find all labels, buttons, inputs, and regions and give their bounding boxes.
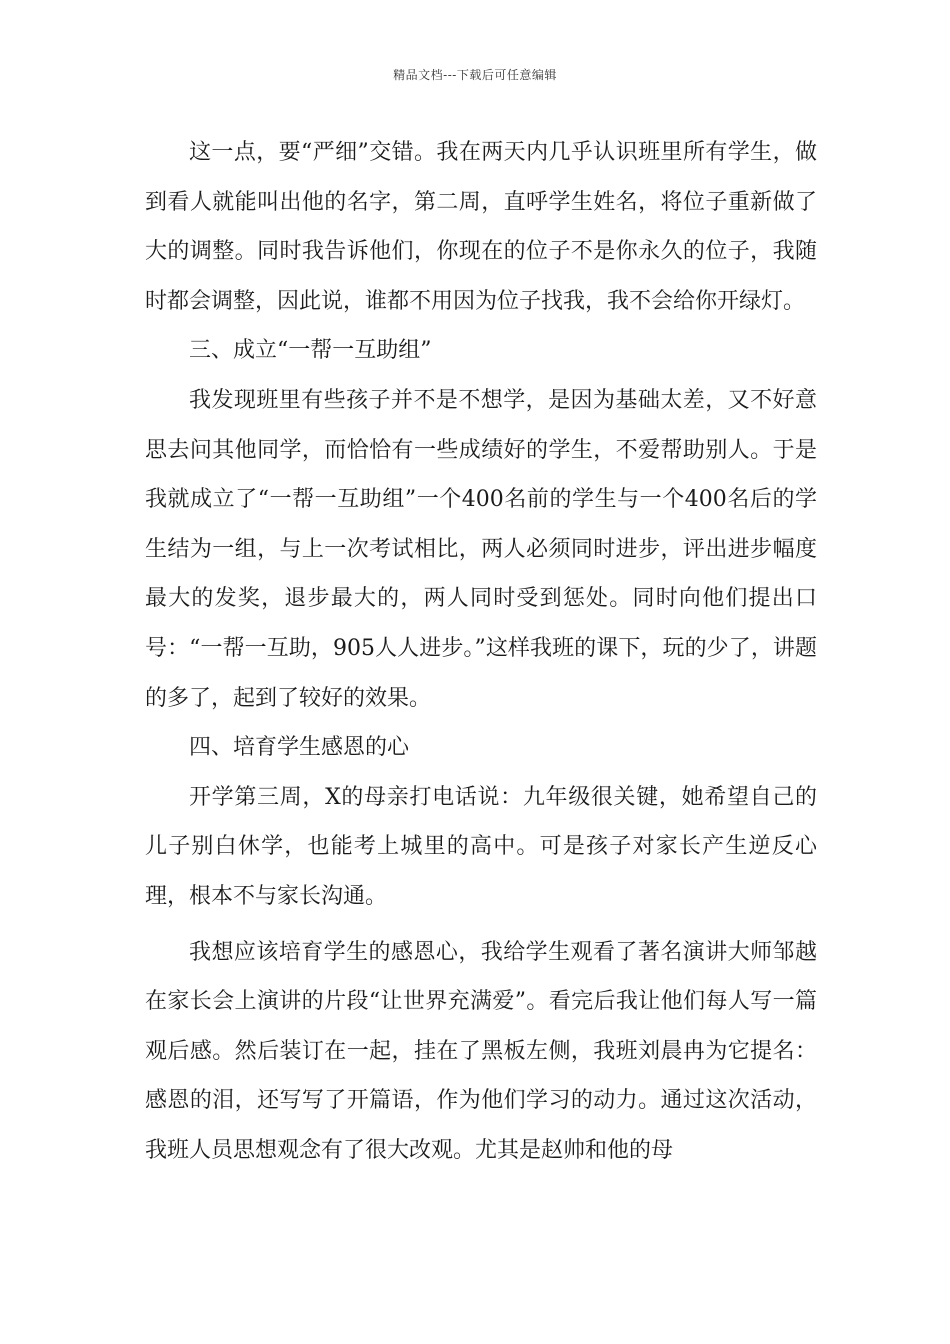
document-body (145, 128, 817, 1175)
paragraph-mutual-help-group: 我发现班里有些孩子并不是不想学，是因为基础太差，又不好意思去问其他同学，而恰恰有一些成绩好的学生，不爱帮助别人。于是我就成立了“一帮一互助组”一个400名前的学生与一个400名后的学生结为一组，与上一次考试相比，两人必须同时进步，评出进步幅度最大的发奖，退步最大的，两人同时受到惩处。同时向他们提出口号：“一帮一互助，905人人进步。”这样我班的课下，玩的少了，讲题的多了，起到了较好的效果。 (145, 387, 817, 711)
page-header: 精品文档---下载后可任意编辑 (393, 68, 557, 82)
paragraph-seat-adjustment: 这一点，要“严细”交错。我在两天内几乎认识班里所有学生，做到看人就能叫出他的名字，第二周，直呼学生姓名，将位子重新做了大的调整。同时我告诉他们，你现在的位子不是你永久的位子，我随时都会调整，因此说，谁都不用因为位子找我，我不会给你开绿灯。 (145, 140, 817, 314)
section-heading-three: 三、成立“一帮一互助组” (189, 338, 432, 364)
paragraph-mother-call: 开学第三周，X的母亲打电话说：九年级很关键，她希望自己的儿子别白休学，也能考上城里的高中。可是孩子对家长产生逆反心理，根本不与家长沟通。 (145, 784, 817, 909)
section-heading-four: 四、培育学生感恩的心 (189, 735, 410, 761)
paragraph-gratitude-activity: 我想应该培育学生的感恩心，我给学生观看了著名演讲大师邹越在家长会上演讲的片段“让世界充满爱”。看完后我让他们每人写一篇观后感。然后装订在一起，挂在了黑板左侧，我班刘晨冉为它提名：感恩的泪，还写写了开篇语，作为他们学习的动力。通过这次活动，我班人员思想观念有了很大改观。尤其是赵帅和他的母 (145, 939, 817, 1163)
